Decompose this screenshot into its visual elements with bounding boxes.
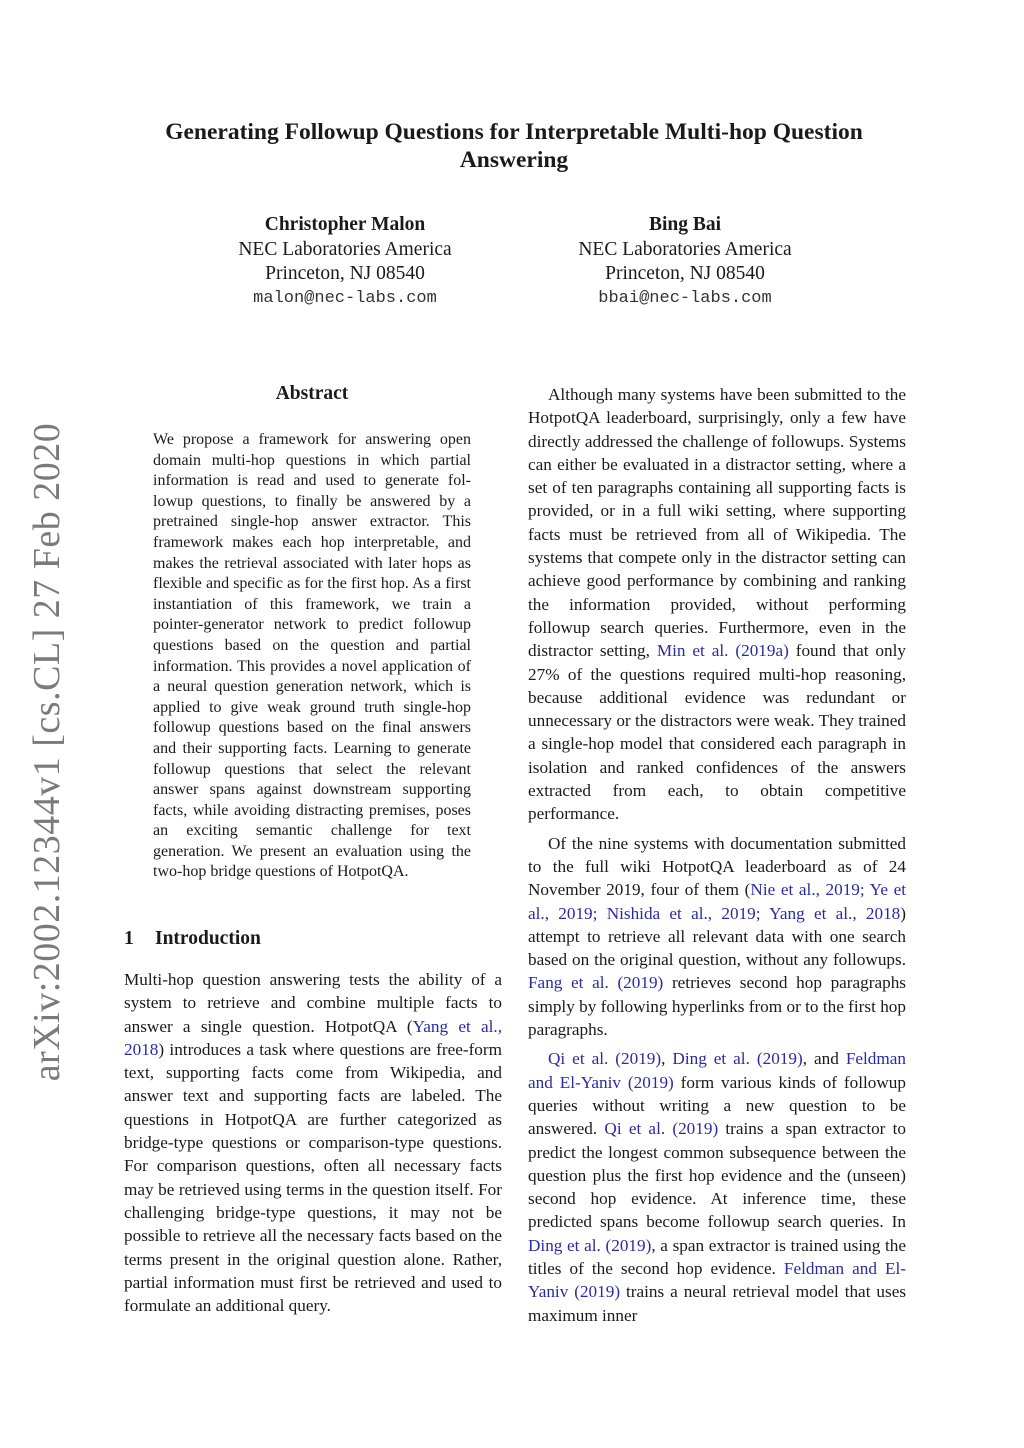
- section-title: Introduction: [155, 928, 261, 949]
- author-email[interactable]: malon@nec-labs.com: [253, 288, 437, 308]
- author-affiliation: NEC Laboratories America: [578, 238, 792, 260]
- paragraph: Multi-hop question answering tests the ability of a system to retrieve and combine multiple facts to answer a single question. HotpotQA (Yang et al., 2018) introduces a task where questions are free-form text, supporting facts come from Wikipedia, and answer text and supporting facts are labeled. The questions in HotpotQA are further categorized as bridge-type questions or comparison-type questions. For comparison questions, often all necessary facts may be retrieved using terms in the question itself. For challenging bridge-type questions, it may not be possible to retrieve all the necessary facts based on the terms present in the original question alone. Rather, partial information must first be retrieved and used to formulate an additional query.: [124, 970, 502, 1316]
- section-heading: [124, 928, 261, 950]
- citation-link[interactable]: Yang et al.,: [412, 1016, 502, 1036]
- author-location: Princeton, NJ 08540: [265, 263, 425, 284]
- paper-title: Generating Followup Questions for Interpretable Multi-hop Question Answering: [165, 119, 863, 173]
- citation-link[interactable]: Nie et al., 2019; Ye et al., 2019; Nishida et al., 2019; Yang et al., 2018: [528, 880, 906, 923]
- citation-link[interactable]: Ding et al. (2019): [528, 1235, 652, 1255]
- citation-link[interactable]: Fang et al. (2019): [528, 973, 664, 993]
- citation-link[interactable]: Qi et al. (2019): [548, 1049, 662, 1069]
- author-affiliation: NEC Laboratories America: [238, 238, 452, 260]
- citation-link[interactable]: Min et al.: [656, 641, 729, 661]
- left-column-body: [124, 968, 502, 1317]
- citation-link[interactable]: (2019a): [735, 641, 789, 661]
- citation-link[interactable]: 2018: [124, 1039, 159, 1059]
- arxiv-stamp: arXiv:2002.12344v1 [cs.CL] 27 Feb 2020: [26, 422, 68, 1082]
- paragraph: Of the nine systems with documentation submitted to the full wiki HotpotQA leaderboard as of 24 November 2019, four of them (Nie et al., 2019; Ye et al., 2019; Nishida et al., 2019; Yang et al., 2018) attempt to retrieve all relevant data with one search based on the original question, without any followups. Fang et al. (2019) retrieves second hop paragraphs simply by following hyperlinks from or to the first hop paragraphs.: [528, 833, 906, 1040]
- author-email[interactable]: bbai@nec-labs.com: [598, 288, 772, 308]
- author-block-2: [525, 213, 845, 311]
- section-number: 1: [124, 928, 134, 949]
- abstract-heading: Abstract: [275, 383, 349, 404]
- author-block-1: [185, 213, 505, 311]
- author-location: Princeton, NJ 08540: [605, 263, 765, 284]
- citation-link[interactable]: Feldman and El-Yaniv (2019): [528, 1049, 906, 1092]
- paragraph: Although many systems have been submitted to the HotpotQA leaderboard, surprisingly, only a few have directly addressed the challenge of followups. Systems can either be evaluated in a distractor setting, where a set of ten paragraphs containing all supporting facts is provided, or in a full wiki setting, where supporting facts must be retrieved from all of Wikipedia. The systems that compete only in the distractor setting can achieve good performance by combining and ranking the information provided, without performing followup search queries. Furthermore, even in the distractor setting, Min et al. (2019a) found that only 27% of the questions required multi-hop reasoning, because additional evidence was redundant or unnecessary or the distractors were weak. They trained a single-hop model that considered each paragraph in isolation and ranked confidences of the answers extracted from each, to obtain competitive performance.: [528, 385, 906, 824]
- abstract-body: We propose a framework for answering open domain multi-hop questions in which partial information is read and used to generate followup questions, to finally be answered by a pretrained single-hop answer extractor. This framework makes each hop interpretable, and makes the retrieval associated with later hops as flexible and specific as for the first hop. As a first instantiation of this framework, we train a pointer-generator network to predict followup questions based on the question and partial information. This provides a novel application of a neural question generation network, which is applied to give weak ground truth single-hop followup questions based on the final answers and their supporting facts. Learning to generate followup questions that select the relevant answer spans against downstream supporting facts, while avoiding distracting premises, poses an exciting semantic challenge for text generation. We present an evaluation using the two-hop bridge questions of HotpotQA.: [153, 431, 471, 881]
- citation-link[interactable]: Feldman and El-Yaniv (2019): [528, 1258, 906, 1302]
- paragraph: Qi et al. (2019), Ding et al. (2019), and Feldman and El-Yaniv (2019) form various kinds of followup queries without writing a new question to be answered. Qi et al. (2019) trains a span extractor to predict the longest common subsequence between the question plus the first hop evidence and the (unseen) second hop evidence. At inference time, these predicted spans become followup search queries. In Ding et al. (2019), a span extractor is trained using the titles of the second hop evidence. Feldman and El-Yaniv (2019) trains a neural retrieval model that uses maximum inner: [528, 1049, 907, 1325]
- author-name: Bing Bai: [648, 214, 722, 235]
- citation-link[interactable]: Ding et al. (2019): [672, 1049, 803, 1069]
- right-column-body: [528, 383, 906, 1327]
- author-name: Christopher Malon: [264, 214, 426, 235]
- citation-link[interactable]: Qi et al. (2019): [604, 1119, 719, 1139]
